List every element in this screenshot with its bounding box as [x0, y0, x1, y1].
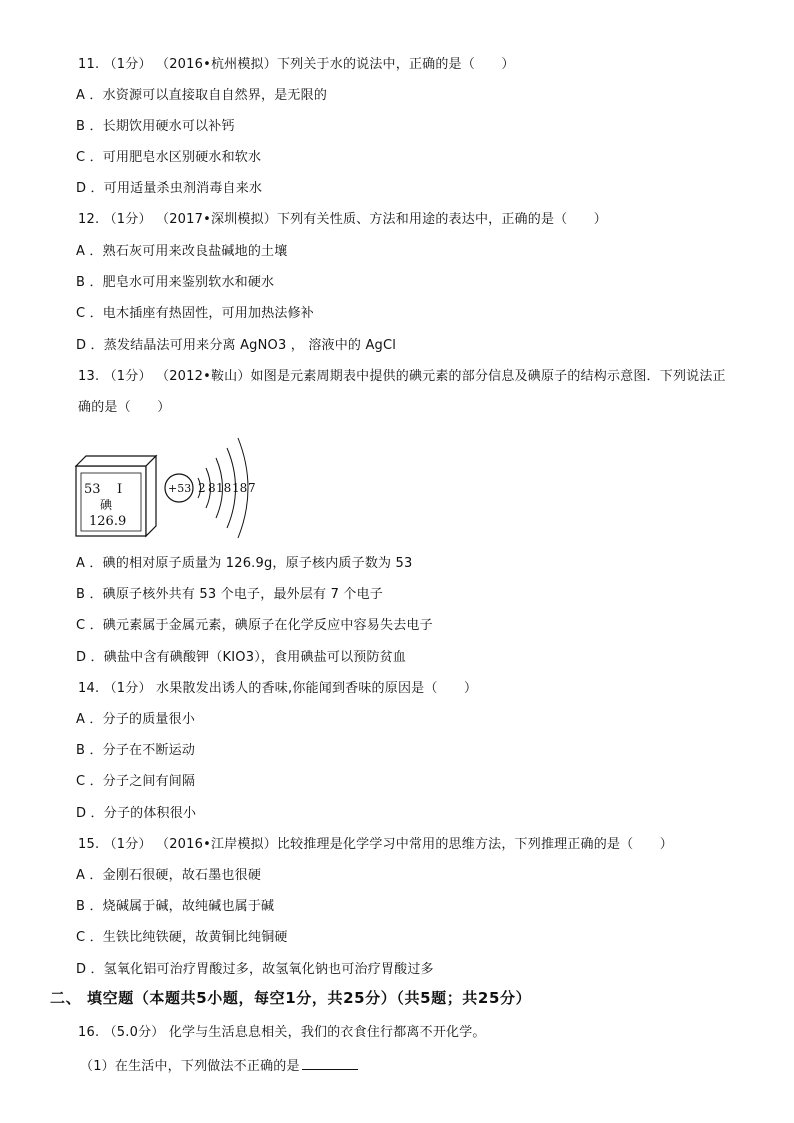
element-atomic-number: 53 [84, 482, 101, 497]
question-15-stem: 15. （1分） （2016•江岸模拟）比较推理是化学学习中常用的思维方法，下列推理正确的是（ ） [78, 837, 673, 852]
shell-electrons-5: 7 [248, 481, 256, 495]
answer-blank[interactable] [302, 1055, 358, 1070]
atom-structure [165, 438, 256, 538]
element-name: 碘 [100, 498, 113, 512]
question-11-option-d: D ．可用适量杀虫剂消毒自来水 [76, 181, 263, 196]
iodine-figure [70, 420, 270, 540]
question-12-stem: 12. （1分） （2017•深圳模拟）下列有关性质、方法和用途的表达中，正确的是（ ） [78, 212, 607, 227]
question-12-option-a: A ．熟石灰可用来改良盐碱地的土壤 [76, 244, 288, 259]
question-14-option-b: B ．分子在不断运动 [76, 743, 196, 758]
question-16-sub-1-text: （1）在生活中，下列做法不正确的是 [80, 1059, 300, 1074]
question-13-stem-line2: 确的是（ ） [78, 400, 171, 415]
question-11-stem: 11. （1分） （2016•杭州模拟）下列关于水的说法中，正确的是（ ） [78, 57, 515, 72]
element-symbol: I [117, 482, 123, 497]
question-15-option-c: C ．生铁比纯铁硬，故黄铜比纯铜硬 [76, 930, 288, 945]
question-14-option-d: D ．分子的体积很小 [76, 806, 197, 821]
question-13-option-b: B ．碘原子核外共有 53 个电子，最外层有 7 个电子 [76, 587, 383, 602]
question-12-option-d: D ．蒸发结晶法可用来分离 AgNO3 ， 溶液中的 AgCl [76, 338, 397, 353]
question-12-option-b: B ．肥皂水可用来鉴别软水和硬水 [76, 275, 275, 290]
question-13-option-c: C ．碘元素属于金属元素，碘原子在化学反应中容易失去电子 [76, 618, 433, 633]
nucleus-charge: +53 [168, 482, 192, 495]
question-13-option-d: D ．碘盐中含有碘酸钾（KIO3），食用碘盐可以预防贫血 [76, 650, 407, 665]
element-atomic-mass: 126.9 [89, 514, 127, 529]
shell-electrons-4: 18 [232, 481, 248, 495]
question-11-option-b: B ．长期饮用硬水可以补钙 [76, 119, 235, 134]
element-tile [76, 456, 156, 536]
question-14-option-c: C ．分子之间有间隔 [76, 774, 196, 789]
question-12-option-c: C ．电木插座有热固性，可用加热法修补 [76, 306, 315, 321]
question-11-option-c: C ．可用肥皂水区别硬水和软水 [76, 150, 262, 165]
question-13-stem-line1: 13. （1分） （2012•鞍山）如图是元素周期表中提供的碘元素的部分信息及碘原子的结构示意图．下列说法正 [78, 369, 726, 384]
question-14-stem: 14. （1分） 水果散发出诱人的香味,你能闻到香味的原因是（ ） [78, 681, 478, 696]
shell-electrons-3: 18 [216, 481, 232, 495]
question-15-option-a: A ．金刚石很硬，故石墨也很硬 [76, 868, 262, 883]
question-14-option-a: A ．分子的质量很小 [76, 712, 196, 727]
question-15-option-b: B ．烧碱属于碱，故纯碱也属于碱 [76, 899, 275, 914]
question-16-sub-1 [80, 1055, 358, 1076]
question-13-option-a: A ．碘的相对原子质量为 126.9g，原子核内质子数为 53 [76, 556, 413, 571]
question-11-option-a: A ．水资源可以直接取自自然界，是无限的 [76, 88, 328, 103]
question-15-option-d: D ．氢氧化铝可治疗胃酸过多，故氢氧化钠也可治疗胃酸过多 [76, 962, 434, 977]
shell-electrons-1: 2 [198, 481, 206, 495]
shell-electrons-2: 8 [208, 481, 216, 495]
question-16-stem: 16. （5.0分） 化学与生活息息相关，我们的衣食住行都离不开化学。 [78, 1025, 486, 1040]
section-2-title: 二、 填空题（本题共5小题，每空1分，共25分）（共5题；共25分） [50, 989, 532, 1007]
